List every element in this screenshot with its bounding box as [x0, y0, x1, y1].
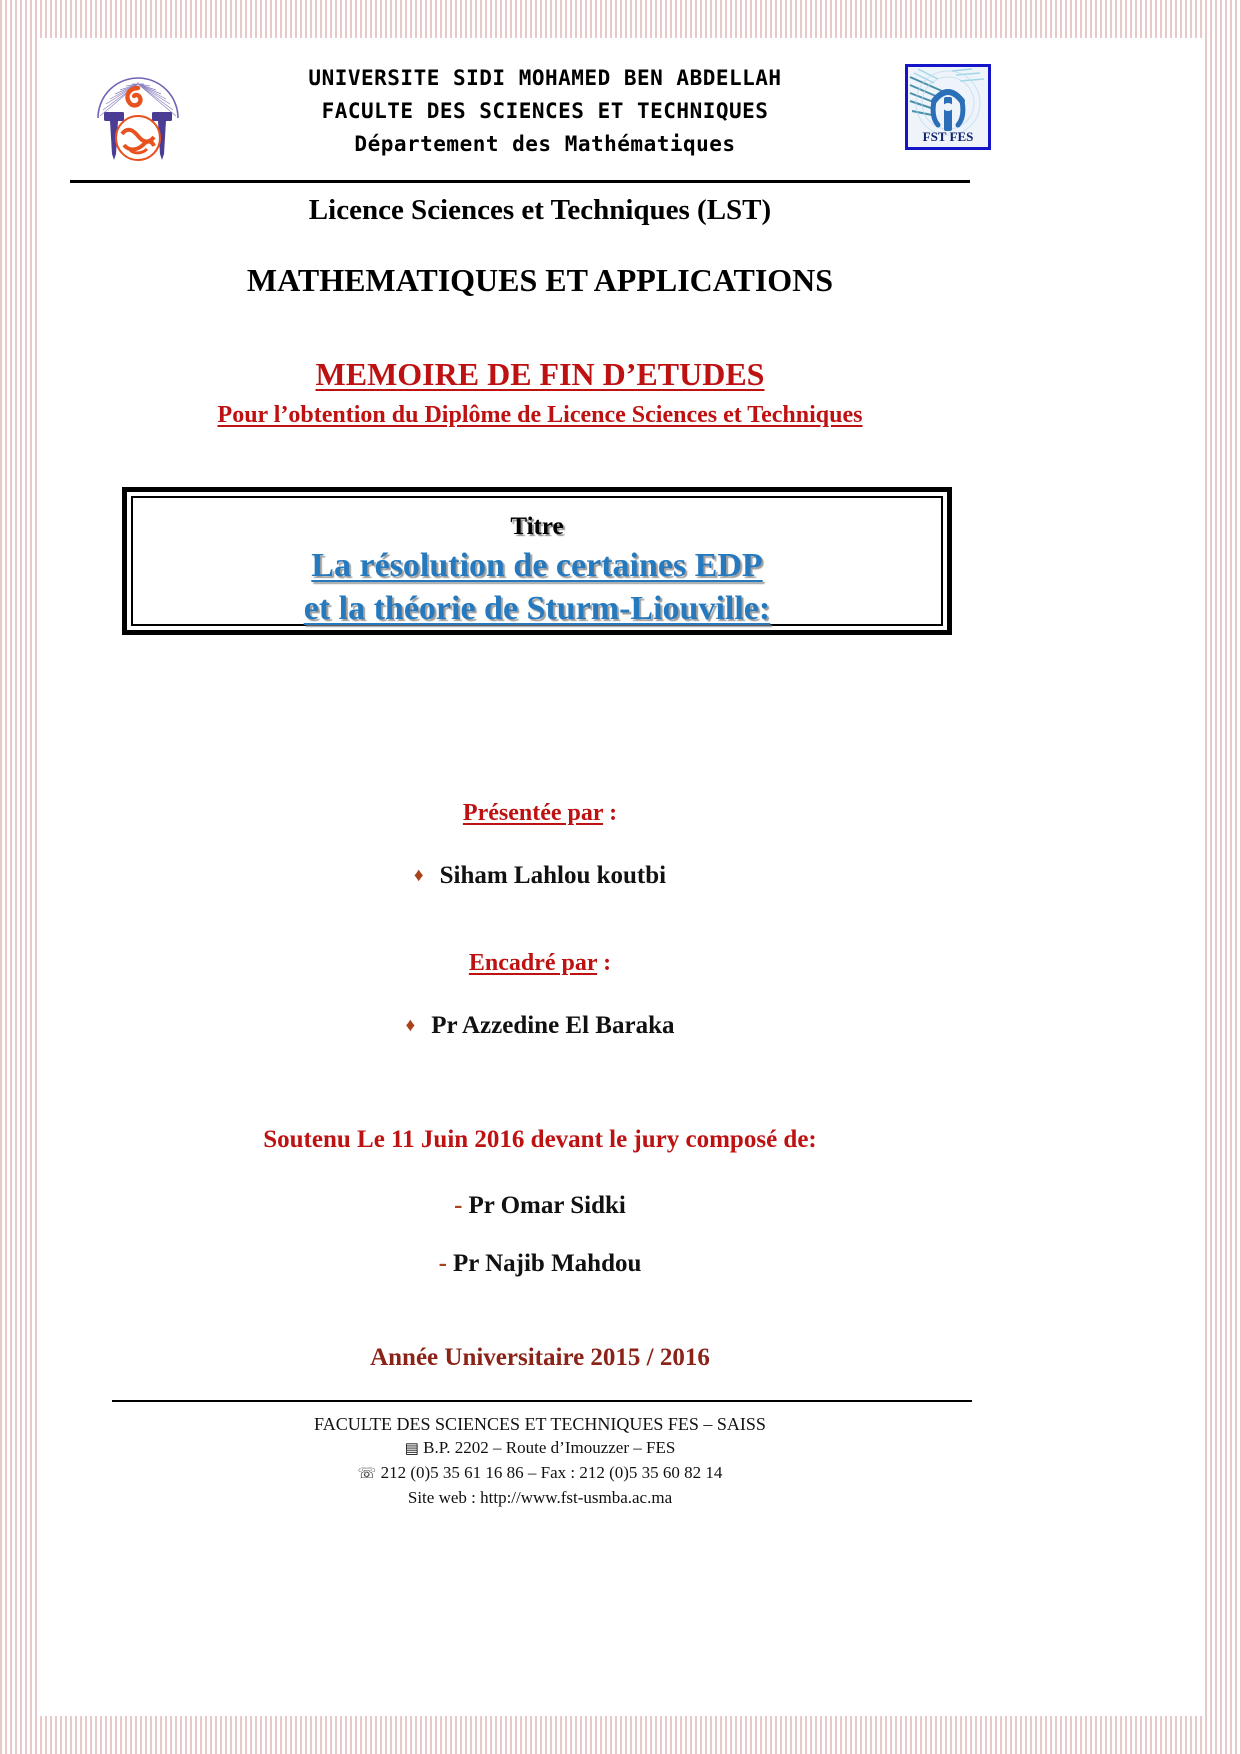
document-page [60, 44, 1180, 1714]
presented-by-text: Présentée par [462, 800, 604, 826]
diamond-bullet-icon: ♦ [413, 865, 424, 886]
fst-fes-logo-text: FST FES [922, 129, 974, 144]
document-purpose-text: Pour l’obtention du Diplôme de Licence Sciences et Techniques [217, 402, 863, 428]
universite-logo-icon [90, 50, 186, 164]
document-purpose-line [60, 402, 1020, 429]
fst-fes-logo-icon [905, 64, 991, 150]
supervisor-name: Pr Azzedine El Baraka [431, 1012, 675, 1039]
university-name: UNIVERSITE SIDI MOHAMED BEN ABDELLAH [308, 66, 782, 90]
footer-address: B.P. 2202 – Route d’Imouzzer – FES [423, 1438, 676, 1457]
phone-icon: ☏ [357, 1466, 377, 1482]
footer-faculty: FACULTE DES SCIENCES ET TECHNIQUES FES – SAISS [314, 1414, 766, 1434]
department-name: Département des Mathématiques [354, 132, 736, 156]
thesis-title-line-2: et la théorie de Sturm-Liouville: [303, 590, 771, 627]
supervisor-entry [60, 1012, 1020, 1040]
institution-titles [210, 62, 880, 161]
thesis-title [133, 544, 941, 630]
defense-line: Soutenu Le 11 Juin 2016 devant le jury composé de: [263, 1126, 817, 1153]
dash-marker: - [438, 1250, 447, 1277]
supervised-by-text: Encadré par [468, 950, 598, 976]
document-footer [60, 1412, 1020, 1510]
jury-member-name: Pr Najib Mahdou [452, 1250, 642, 1277]
student-entry [60, 862, 1020, 890]
jury-member-name: Pr Omar Sidki [468, 1192, 626, 1219]
header-rule [70, 180, 970, 183]
footer-phone-row [60, 1461, 1020, 1486]
document-type-text: MEMOIRE DE FIN D’ETUDES [315, 356, 765, 392]
supervised-by-colon: : [597, 950, 612, 976]
jury-member-row [60, 1250, 1020, 1278]
degree-line: Licence Sciences et Techniques (LST) [308, 194, 772, 226]
title-label: Titre [510, 513, 564, 540]
footer-website: Site web : http://www.fst-usmba.ac.ma [407, 1488, 673, 1507]
supervised-by-label [60, 950, 1020, 977]
presented-by-colon: : [603, 800, 618, 826]
jury-member-row [60, 1192, 1020, 1220]
thesis-title-box [122, 487, 952, 635]
student-name: Siham Lahlou koutbi [439, 862, 667, 889]
field-line: MATHEMATIQUES ET APPLICATIONS [246, 262, 834, 298]
footer-address-row [60, 1436, 1020, 1461]
mail-icon: ▤ [404, 1441, 419, 1457]
dash-marker: - [454, 1192, 463, 1219]
footer-rule [112, 1400, 972, 1402]
document-type-line [60, 356, 1020, 393]
faculty-name: FACULTE DES SCIENCES ET TECHNIQUES [321, 99, 769, 123]
presented-by-label [60, 800, 1020, 827]
document-header [60, 44, 1180, 172]
footer-phone: 212 (0)5 35 61 16 86 – Fax : 212 (0)5 35 60 82 14 [380, 1463, 723, 1482]
academic-year: Année Universitaire 2015 / 2016 [370, 1344, 710, 1371]
diamond-bullet-icon: ♦ [405, 1015, 416, 1036]
thesis-title-line-1: La résolution de certaines EDP [311, 547, 763, 584]
thesis-title-box-inner [131, 496, 943, 626]
